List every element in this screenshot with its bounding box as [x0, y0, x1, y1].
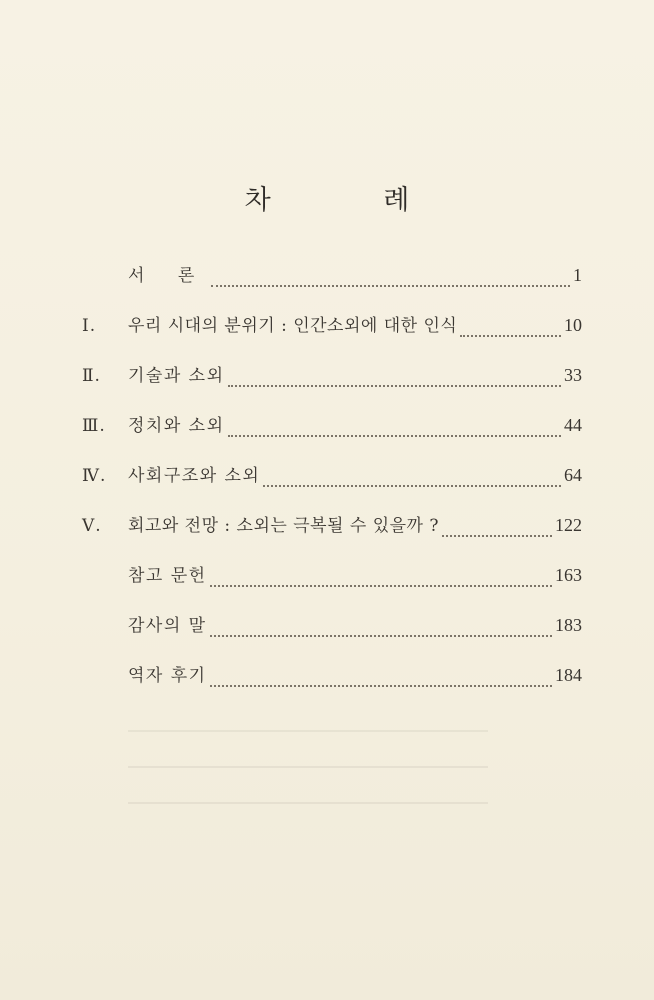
page-number: 10 — [564, 315, 582, 335]
page-number: 44 — [564, 415, 582, 435]
entry-label: 역자 후기 — [128, 666, 207, 686]
toc-entry-chapter-3[interactable] — [82, 407, 582, 457]
chapter-numeral: Ⅰ. — [82, 316, 97, 336]
toc-entry-chapter-2[interactable] — [82, 357, 582, 407]
dot-leader — [460, 335, 561, 337]
toc-entry-references[interactable] — [82, 557, 582, 607]
toc-entry-translator-afterword[interactable] — [82, 657, 582, 707]
chapter-numeral: Ⅳ. — [82, 466, 107, 486]
entry-label: 기술과 소외 — [128, 366, 225, 386]
bleed-through-line — [128, 730, 488, 732]
toc-entry-chapter-4[interactable] — [82, 457, 582, 507]
page-number: 183 — [555, 615, 582, 635]
chapter-numeral: Ⅴ. — [82, 516, 102, 536]
page-number: 33 — [564, 365, 582, 385]
dot-leader — [263, 485, 561, 487]
toc-entry-chapter-1[interactable] — [82, 307, 582, 357]
dot-leader — [210, 685, 552, 687]
entry-label: 정치와 소외 — [128, 416, 225, 436]
entry-label: 감사의 말 — [128, 616, 207, 636]
entry-label: 사회구조와 소외 — [128, 466, 261, 486]
dot-leader — [210, 585, 552, 587]
chapter-numeral: Ⅲ. — [82, 416, 106, 436]
toc-entry-chapter-5[interactable] — [82, 507, 582, 557]
bleed-through-lines — [128, 730, 488, 830]
entry-label: 서 론 — [128, 266, 209, 286]
dot-leader — [228, 435, 561, 437]
dot-leader — [210, 635, 552, 637]
page-number: 163 — [555, 565, 582, 585]
dot-leader — [442, 535, 552, 537]
entry-label: 참고 문헌 — [128, 566, 207, 586]
toc-entry-acknowledgements[interactable] — [82, 607, 582, 657]
bleed-through-line — [128, 802, 488, 804]
entry-label: 회고와 전망 : 소외는 극복될 수 있을까 ? — [128, 516, 439, 536]
page-number: 184 — [555, 665, 582, 685]
page-number: 64 — [564, 465, 582, 485]
entry-label: 우리 시대의 분위기 : 인간소외에 대한 인식 — [128, 316, 458, 336]
page-number: 1 — [573, 265, 582, 285]
dot-leader — [211, 285, 570, 287]
bleed-through-line — [128, 766, 488, 768]
toc-entry-introduction[interactable] — [82, 257, 582, 307]
page-title: 차 례 — [244, 185, 462, 216]
page-number: 122 — [555, 515, 582, 535]
dot-leader — [228, 385, 561, 387]
table-of-contents — [82, 257, 582, 707]
chapter-numeral: Ⅱ. — [82, 366, 101, 386]
